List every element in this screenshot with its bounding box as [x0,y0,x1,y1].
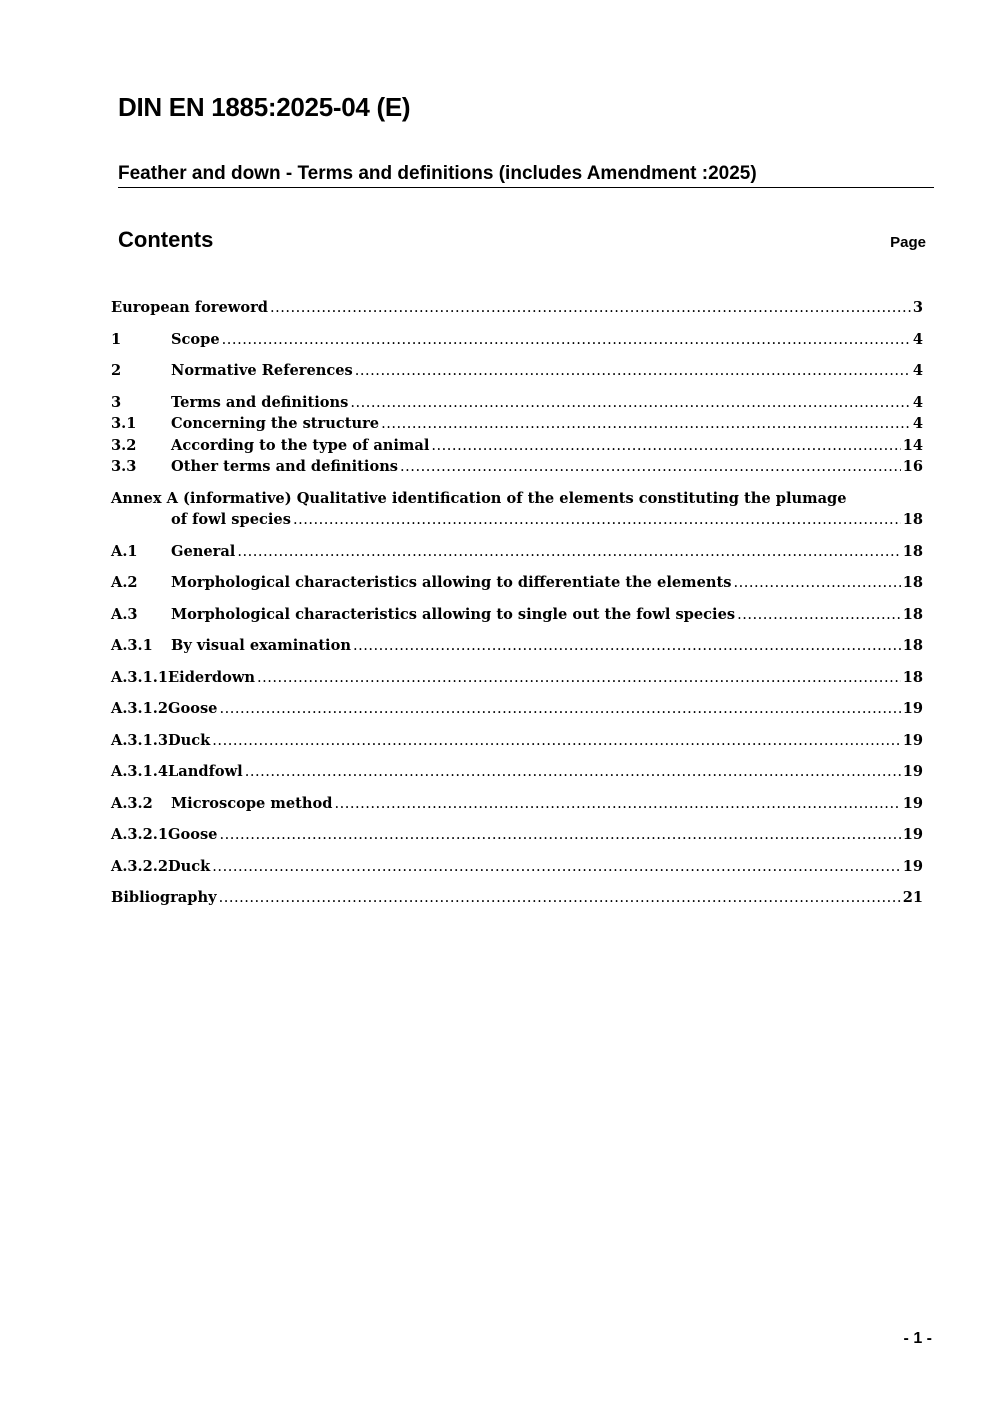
toc-page: 19 [902,794,923,812]
toc-leader [733,572,900,594]
toc-leader [355,360,911,382]
document-subtitle: Feather and down - Terms and definitions (includes Amendment :2025) [118,162,934,188]
toc-page: 18 [902,668,923,686]
toc-entry-2[interactable] [111,360,923,382]
toc-title: of fowl species [171,511,291,528]
toc-leader [219,887,901,909]
toc-title: European foreword [111,299,268,316]
toc-entry-3-3[interactable] [111,456,923,478]
toc-entry-a3-1-4[interactable] [111,761,923,783]
toc-title: Concerning the structure [171,415,380,432]
toc-entry-a3-1-1[interactable] [111,667,923,689]
toc-leader [350,392,910,414]
toc-title: Eiderdown [168,668,255,686]
toc-number: 1 [111,330,122,348]
toc-entry-a3-2-1[interactable] [111,824,923,846]
toc-entry-annex-a-line1[interactable] [111,488,923,510]
toc-number: A.3.1.4 [111,763,169,780]
toc-page: 4 [912,330,923,348]
toc-entry-a1[interactable] [111,541,923,563]
toc-number: A.1 [111,542,138,560]
toc-entry-1[interactable] [111,329,923,351]
toc-entry-3-1[interactable] [111,413,923,435]
toc-title: By visual examination [171,637,351,654]
contents-heading: Contents [118,227,214,252]
toc-title: Annex A (informative) Qualitative identification of the elements constituting the plumage [111,489,847,507]
toc-leader [222,329,911,351]
toc-title: Other terms and definitions [171,458,399,475]
toc-number: A.3 [111,605,138,623]
toc-title: Duck [168,857,211,875]
toc-page: 18 [902,637,923,654]
toc-title: According to the type of animal [171,436,430,454]
toc-leader [381,413,911,435]
toc-number: 3.3 [111,458,137,475]
toc-title: Goose [168,826,218,843]
toc-page: 19 [902,826,923,843]
toc-page: 4 [912,362,923,379]
toc-title: Scope [171,330,220,348]
toc-number: A.3.1.1 [111,668,169,686]
toc-number: A.3.2 [111,794,153,812]
toc-title: Morphological characteristics allowing to differentiate the elements [171,574,732,591]
toc-leader [212,730,900,752]
toc-entry-annex-a[interactable] [111,509,923,531]
toc-title: Landfowl [168,763,243,780]
toc-leader [219,824,900,846]
toc-page: 18 [902,511,923,528]
toc-page: 19 [902,700,923,717]
toc-number: 3 [111,393,122,411]
toc-page: 4 [912,415,923,432]
toc-leader [270,297,911,319]
toc-entry-3-2[interactable] [111,435,923,457]
toc-page: 3 [912,299,923,316]
toc-entry-a3-1-3[interactable] [111,730,923,752]
toc-page: 14 [902,436,923,454]
toc-entry-a3-1[interactable] [111,635,923,657]
toc-page: 21 [902,889,923,906]
toc-page: 18 [902,542,923,560]
toc-entry-a3-2-2[interactable] [111,856,923,878]
toc-leader [219,698,900,720]
toc-page: 4 [912,393,923,411]
page-column-label: Page [890,234,926,251]
toc-leader [737,604,901,626]
toc-leader [237,541,900,563]
toc-entry-3[interactable] [111,392,923,414]
toc-title: Duck [168,731,211,749]
toc-entry-foreword[interactable] [111,297,923,319]
toc-number: A.3.1.3 [111,731,169,749]
toc-leader [293,509,901,531]
toc-title: Goose [168,700,218,717]
toc-number: 3.1 [111,415,137,432]
toc-title: Bibliography [111,889,217,906]
toc-entry-a3[interactable] [111,604,923,626]
toc-number: A.3.1.2 [111,700,169,717]
toc-leader [353,635,901,657]
toc-title: General [171,542,236,560]
toc-leader [334,793,900,815]
document-id: DIN EN 1885:2025-04 (E) [118,92,411,122]
toc-page: 18 [902,574,923,591]
toc-leader [212,856,900,878]
toc-page: 18 [902,605,923,623]
toc-title: Morphological characteristics allowing to single out the fowl species [171,605,736,623]
toc-number: A.3.1 [111,637,153,654]
toc-number: A.2 [111,574,138,591]
toc-title: Terms and definitions [171,393,349,411]
toc-number: 3.2 [111,436,137,454]
toc-page: 16 [902,458,923,475]
toc-entry-a3-1-2[interactable] [111,698,923,720]
toc-number: A.3.2.1 [111,826,169,843]
table-of-contents [111,297,923,909]
toc-page: 19 [902,857,923,875]
toc-page: 19 [902,731,923,749]
toc-entry-a3-2[interactable] [111,793,923,815]
toc-page: 19 [902,763,923,780]
toc-leader [245,761,901,783]
toc-entry-a2[interactable] [111,572,923,594]
toc-leader [400,456,901,478]
toc-entry-bibliography[interactable] [111,887,923,909]
toc-title: Normative References [171,362,353,379]
toc-title: Microscope method [171,794,333,812]
footer-page-number: - 1 - [903,1330,932,1347]
toc-leader [257,667,901,689]
toc-leader [431,435,900,457]
toc-number: 2 [111,362,122,379]
toc-number: A.3.2.2 [111,857,169,875]
